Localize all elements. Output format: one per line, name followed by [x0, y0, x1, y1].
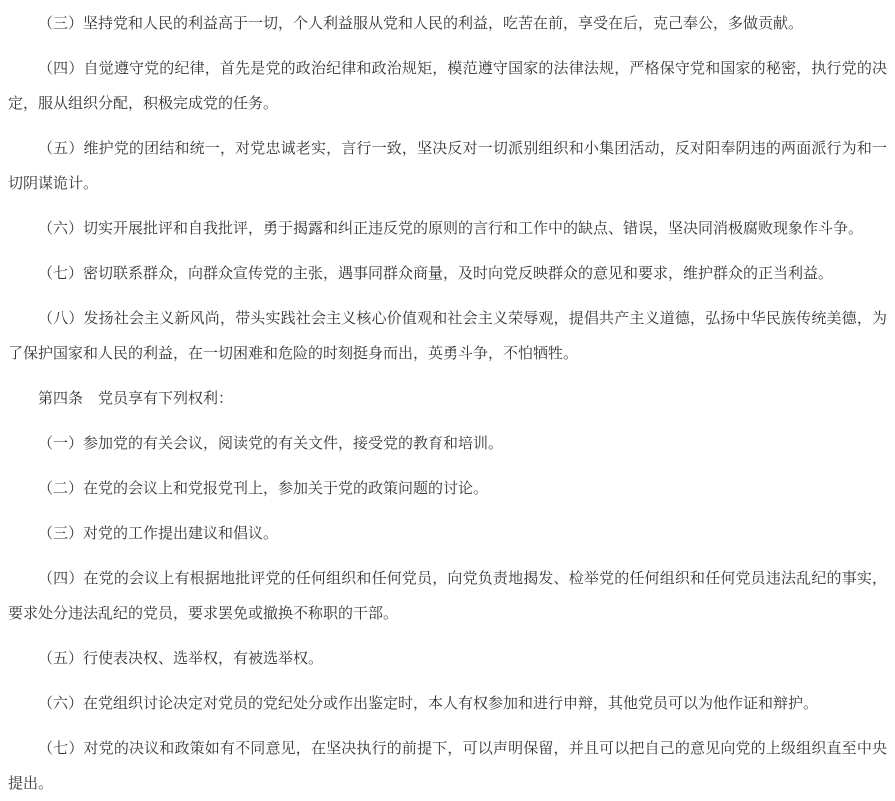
right-item-4: （四）在党的会议上有根据地批评党的任何组织和任何党员，向党负责地揭发、检举党的任何组织和任何党员违法乱纪的事实，要求处分违法乱纪的党员，要求罢免或撤换不称职的干部。: [8, 569, 887, 622]
article-4-heading: 第四条 党员享有下列权利：: [38, 389, 234, 407]
duty-item-4: （四）自觉遵守党的纪律，首先是党的政治纪律和政治规矩，模范遵守国家的法律法规，严格保守党和国家的秘密，执行党的决定，服从组织分配，积极完成党的任务。: [8, 59, 887, 112]
right-item-1: （一）参加党的有关会议，阅读党的有关文件，接受党的教育和培训。: [38, 434, 504, 452]
duty-item-3: （三）坚持党和人民的利益高于一切，个人利益服从党和人民的利益，吃苦在前，享受在后，克己奉公，多做贡献。: [38, 14, 804, 32]
duty-item-6: （六）切实开展批评和自我批评，勇于揭露和纠正违反党的原则的言行和工作中的缺点、错误，坚决同消极腐败现象作斗争。: [38, 219, 864, 237]
right-item-6: （六）在党组织讨论决定对党员的党纪处分或作出鉴定时，本人有权参加和进行申辩，其他党员可以为他作证和辩护。: [38, 694, 819, 712]
duty-item-8: （八）发扬社会主义新风尚，带头实践社会主义核心价值观和社会主义荣辱观，提倡共产主义道德，弘扬中华民族传统美德，为了保护国家和人民的利益，在一切困难和危险的时刻挺身而出，英勇斗争，不怕牺牲。: [8, 309, 887, 362]
right-item-7: （七）对党的决议和政策如有不同意见，在坚决执行的前提下，可以声明保留，并且可以把自己的意见向党的上级组织直至中央提出。: [8, 739, 887, 792]
right-item-5: （五）行使表决权、选举权，有被选举权。: [38, 649, 324, 667]
right-item-2: （二）在党的会议上和党报党刊上，参加关于党的政策问题的讨论。: [38, 479, 489, 497]
duty-item-7: （七）密切联系群众，向群众宣传党的主张，遇事同群众商量，及时向党反映群众的意见和要求，维护群众的正当利益。: [38, 264, 834, 282]
right-item-3: （三）对党的工作提出建议和倡议。: [38, 524, 279, 542]
duty-item-5: （五）维护党的团结和统一，对党忠诚老实，言行一致，坚决反对一切派别组织和小集团活动，反对阳奉阴违的两面派行为和一切阴谋诡计。: [8, 139, 887, 192]
